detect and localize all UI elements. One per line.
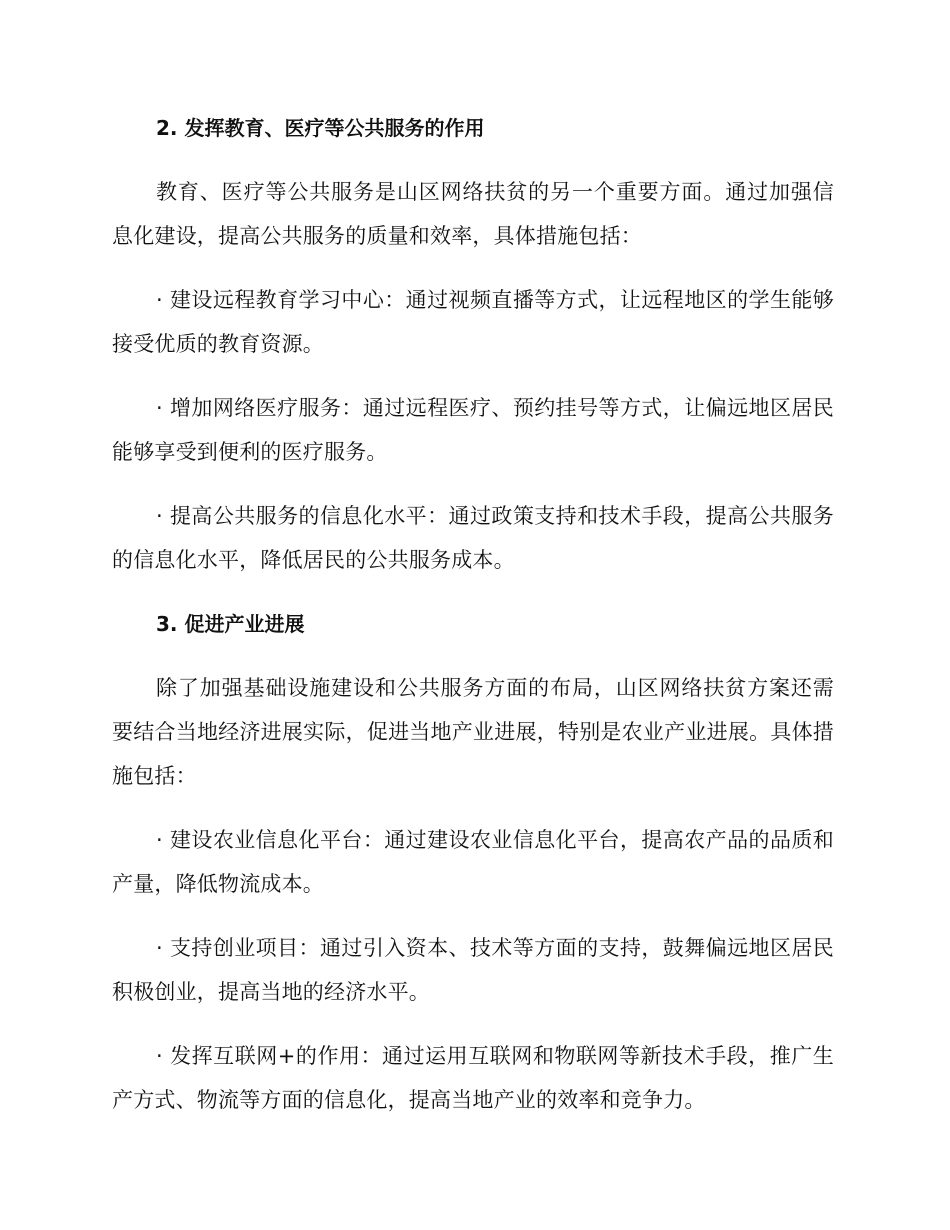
bullet-public-service-informatization: · 提高公共服务的信息化水平：通过政策支持和技术手段，提高公共服务的信息化水平，降低居民的公共服务成本。 xyxy=(112,504,834,572)
bullet-agri-platform: · 建设农业信息化平台：通过建设农业信息化平台，提高农产品的品质和产量，降低物流成本。 xyxy=(112,828,834,896)
bullet-startup-support: · 支持创业项目：通过引入资本、技术等方面的支持，鼓舞偏远地区居民积极创业，提高当地的经济水平。 xyxy=(112,936,834,1004)
bullet-remote-education: · 建设远程教育学习中心：通过视频直播等方式，让远程地区的学生能够接受优质的教育资源。 xyxy=(112,288,834,356)
bullet-internet-plus: · 发挥互联网+的作用：通过运用互联网和物联网等新技术手段，推广生产方式、物流等方面的信息化，提高当地产业的效率和竞争力。 xyxy=(112,1044,834,1112)
bullet-online-medical: · 增加网络医疗服务：通过远程医疗、预约挂号等方式，让偏远地区居民能够享受到便利的医疗服务。 xyxy=(112,396,834,464)
paragraph-intro-industry: 除了加强基础设施建设和公共服务方面的布局，山区网络扶贫方案还需要结合当地经济进展实际，促进当地产业进展，特别是农业产业进展。具体措施包括： xyxy=(112,676,834,788)
document-body xyxy=(112,106,834,1142)
section-heading-public-services: 2. 发挥教育、医疗等公共服务的作用 xyxy=(156,116,485,140)
paragraph-intro-public-services: 教育、医疗等公共服务是山区网络扶贫的另一个重要方面。通过加强信息化建设，提高公共服务的质量和效率，具体措施包括： xyxy=(112,180,834,248)
section-heading-industry: 3. 促进产业进展 xyxy=(156,612,305,636)
